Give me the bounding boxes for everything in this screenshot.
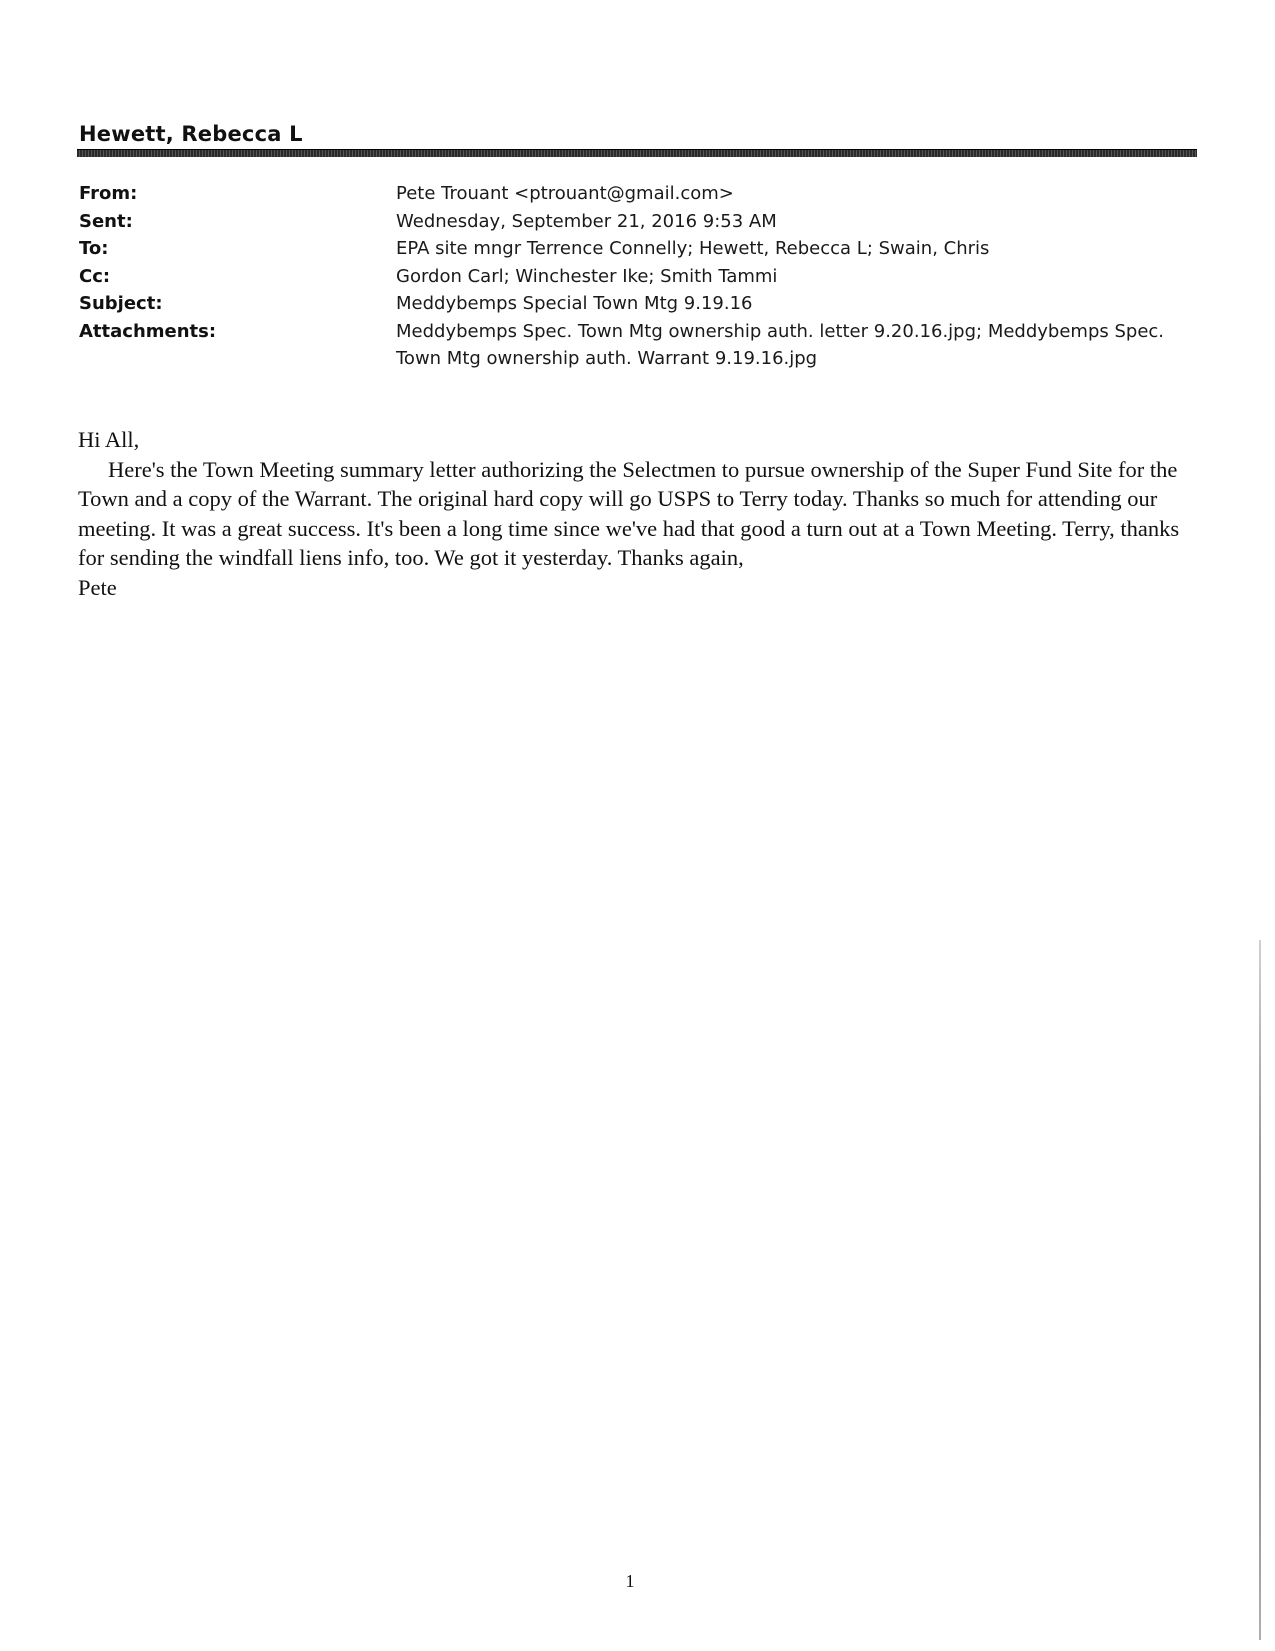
from-value: Pete Trouant <ptrouant@gmail.com> [396,183,734,204]
message-greeting: Hi All, [78,427,140,452]
subject-value: Meddybemps Special Town Mtg 9.19.16 [396,293,753,314]
from-label: From: [79,183,138,204]
cc-label: Cc: [79,265,111,287]
header-row-sent [79,208,1199,236]
to-value: EPA site mngr Terrence Connelly; Hewett, Rebecca L; Swain, Chris [396,238,990,259]
cc-value: Gordon Carl; Winchester Ike; Smith Tammi [396,265,778,287]
header-row-from [79,180,1199,208]
to-label: To: [79,238,109,259]
attachments-value: Meddybemps Spec. Town Mtg ownership auth. letter 9.20.16.jpg; Meddybemps Spec. Town Mtg ownership auth. Warrant 9.19.16.jpg [396,320,1165,369]
header-row-to [79,235,1199,263]
subject-label: Subject: [79,293,163,314]
message-signature: Pete [78,574,117,600]
message-paragraph: Here's the Town Meeting summary letter authorizing the Selectmen to pursue ownership of the Super Fund Site for the Town and a copy of the Warrant. The original hard copy will go USPS to Terry today. Thanks so much for attending our meeting. It was a great success. It's been a long time since we've had that good a turn out at a Town Meeting. Terry, thanks for sending the windfall liens info, too. We got it yesterday. Thanks again, [78,456,1180,570]
attachments-label: Attachments: [79,320,217,342]
sent-value: Wednesday, September 21, 2016 9:53 AM [396,210,777,232]
header-row-attachments [79,318,1199,373]
email-header-block [79,180,1199,373]
header-row-subject [79,290,1199,318]
header-divider [77,149,1197,157]
sent-label: Sent: [79,210,133,232]
page-number: 1 [625,1571,635,1591]
mailbox-owner-name: Hewett, Rebecca L [79,122,303,146]
message-body [78,425,1203,602]
scan-edge-shadow [1259,940,1261,1640]
header-row-cc [79,263,1199,291]
